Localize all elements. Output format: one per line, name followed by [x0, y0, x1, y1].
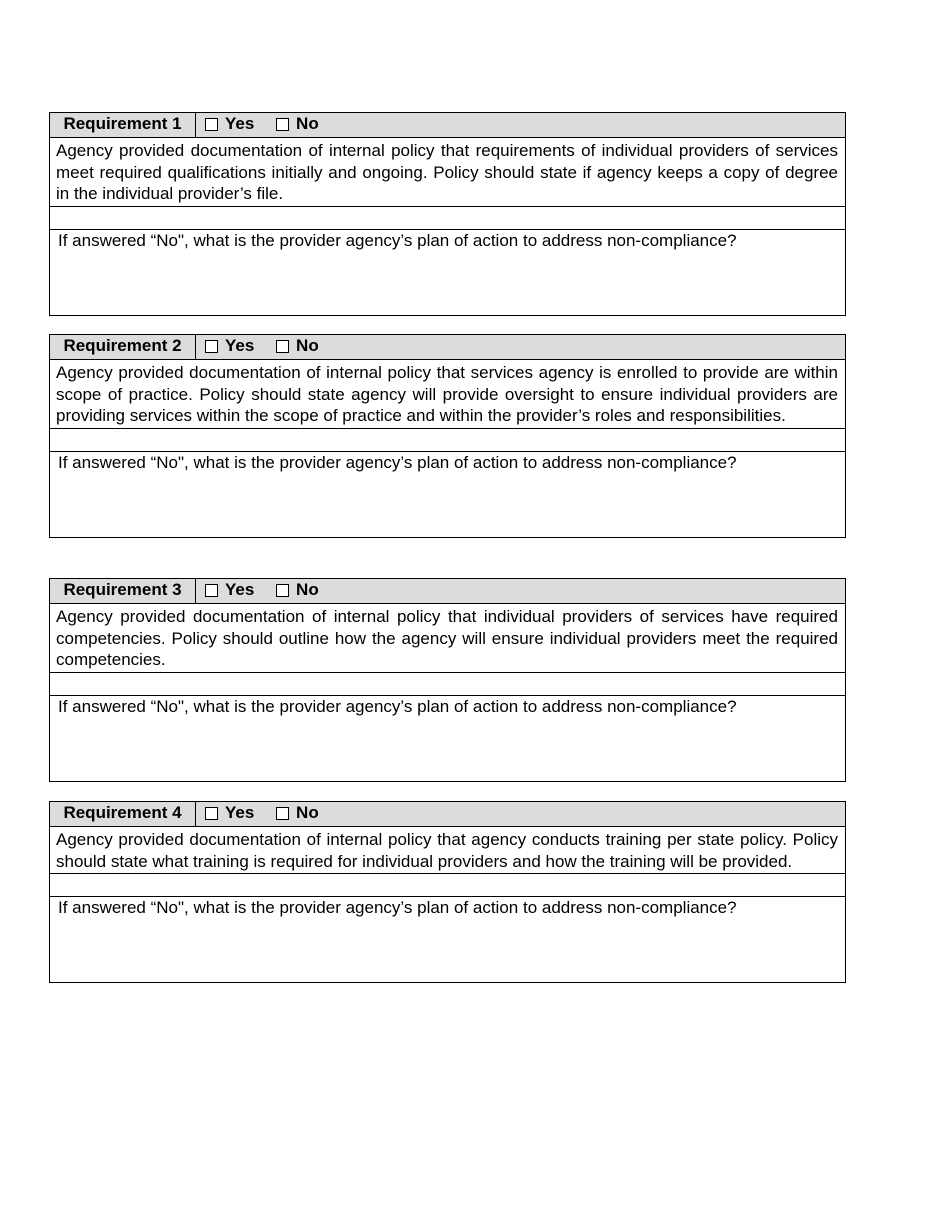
blank-entry-cell[interactable] — [50, 874, 846, 897]
yes-label: Yes — [225, 114, 255, 133]
no-checkbox-option[interactable] — [276, 335, 319, 357]
yes-label: Yes — [225, 803, 255, 822]
requirement-table-1 — [49, 112, 846, 316]
yes-checkbox-option[interactable] — [205, 802, 254, 824]
checkbox-icon[interactable] — [205, 807, 218, 820]
no-label: No — [296, 114, 319, 133]
blank-row — [50, 874, 846, 897]
requirement-table-2 — [49, 334, 846, 538]
plan-row — [50, 695, 846, 781]
blank-entry-cell[interactable] — [50, 206, 846, 229]
requirement-description: Agency provided documentation of internal policy that individual providers of services have required competencies. Policy should outline how the agency will ensure individual providers meet the required competencies. — [50, 604, 846, 673]
answer-options — [196, 113, 846, 138]
answer-options — [196, 802, 846, 827]
plan-of-action-field[interactable] — [50, 451, 846, 537]
requirement-label: Requirement 2 — [50, 335, 196, 360]
no-label: No — [296, 580, 319, 599]
requirement-header-row — [50, 113, 846, 138]
description-row — [50, 138, 846, 207]
requirement-label: Requirement 4 — [50, 802, 196, 827]
requirement-header-row — [50, 802, 846, 827]
plan-prompt: If answered “No", what is the provider agency’s plan of action to address non-compliance? — [58, 452, 737, 472]
requirement-description: Agency provided documentation of internal policy that services agency is enrolled to provide are within scope of practice. Policy should state agency will provide oversight to ensure individual providers are providing services within the scope of practice and within the provider’s roles and responsibilities. — [50, 360, 846, 429]
requirement-description: Agency provided documentation of internal policy that agency conducts training per state policy. Policy should state what training is required for individual providers and how the training will be provided. — [50, 827, 846, 874]
no-label: No — [296, 803, 319, 822]
requirement-header-row — [50, 579, 846, 604]
plan-row — [50, 451, 846, 537]
checkbox-icon[interactable] — [276, 807, 289, 820]
requirement-description: Agency provided documentation of internal policy that requirements of individual providers of services meet required qualifications initially and ongoing. Policy should state if agency keeps a copy of degree in the individual provider’s file. — [50, 138, 846, 207]
yes-checkbox-option[interactable] — [205, 113, 254, 135]
requirement-label: Requirement 3 — [50, 579, 196, 604]
requirement-label: Requirement 1 — [50, 113, 196, 138]
requirement-header-row — [50, 335, 846, 360]
plan-of-action-field[interactable] — [50, 229, 846, 315]
yes-checkbox-option[interactable] — [205, 335, 254, 357]
checkbox-icon[interactable] — [205, 340, 218, 353]
plan-of-action-field[interactable] — [50, 695, 846, 781]
no-checkbox-option[interactable] — [276, 113, 319, 135]
no-checkbox-option[interactable] — [276, 802, 319, 824]
answer-options — [196, 579, 846, 604]
description-row — [50, 360, 846, 429]
checkbox-icon[interactable] — [276, 584, 289, 597]
yes-label: Yes — [225, 580, 255, 599]
description-row — [50, 604, 846, 673]
yes-label: Yes — [225, 336, 255, 355]
checkbox-icon[interactable] — [205, 118, 218, 131]
blank-row — [50, 672, 846, 695]
blank-entry-cell[interactable] — [50, 428, 846, 451]
plan-prompt: If answered “No", what is the provider agency’s plan of action to address non-compliance? — [58, 230, 737, 250]
yes-checkbox-option[interactable] — [205, 579, 254, 601]
blank-row — [50, 206, 846, 229]
checkbox-icon[interactable] — [276, 118, 289, 131]
no-label: No — [296, 336, 319, 355]
checkbox-icon[interactable] — [205, 584, 218, 597]
no-checkbox-option[interactable] — [276, 579, 319, 601]
plan-of-action-field[interactable] — [50, 897, 846, 983]
requirement-table-3 — [49, 578, 846, 782]
requirement-table-4 — [49, 801, 846, 983]
plan-prompt: If answered “No", what is the provider agency’s plan of action to address non-compliance? — [58, 696, 737, 716]
checkbox-icon[interactable] — [276, 340, 289, 353]
blank-entry-cell[interactable] — [50, 672, 846, 695]
plan-prompt: If answered “No", what is the provider agency’s plan of action to address non-compliance? — [58, 898, 737, 917]
description-row — [50, 827, 846, 874]
blank-row — [50, 428, 846, 451]
plan-row — [50, 897, 846, 983]
answer-options — [196, 335, 846, 360]
plan-row — [50, 229, 846, 315]
